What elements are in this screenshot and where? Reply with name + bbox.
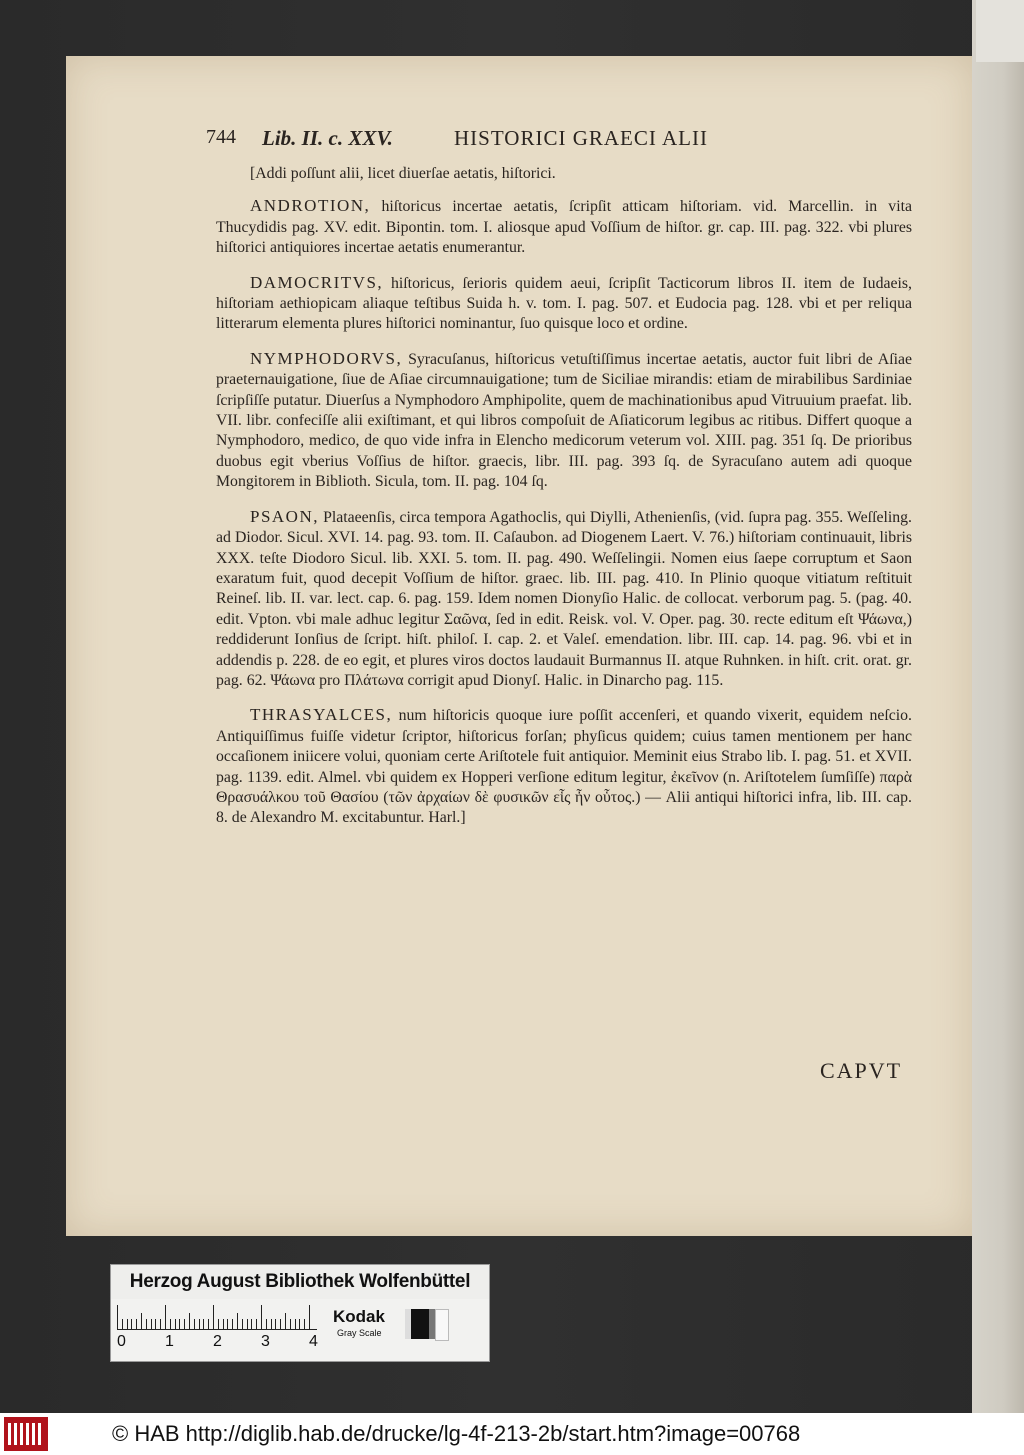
ruler-tick — [141, 1313, 142, 1329]
paragraph-text: Plataeenſis, circa tempora Agathoclis, qui Diylli, Athenienſis, (vid. ſupra pag. 355. Weſſeling. ad Diodor. Sicul. XVI. 14. pag. 93. tom. II. Caſaubon. ad Diogenem Laert. V. 76.) hiſtoriam continuauit, libris XXX. teſte Diodoro Sicul. lib. XXI. 5. tom. II. pag. 490. Weſſelingii. Nomen eius ſaepe corruptum et Saon exaratum fuit, quod decepit Voſſium de hiſtor. graec. lib. III. pag. 410. In Plinio quoque vitiatum reſtituit Reineſ. lib. II. var. lect. cap. 6. pag. 159. Idem nomen Dionyſio Halic. de collocat. verborum pag. 5. (pag. 40. edit. Vpton. vbi male adhuc legitur Σαῶνα, ſed in edit. Reisk. vol. V. Oper. pag. 30. recte editum eſt Ψάωνα,) reddiderunt Ionſius de ſcript. hiſt. philoſ. I. cap. 2. et Valeſ. emendation. libr. III. cap. 14. pag. 96. vbi et in addendis p. 228. de eo egit, et plures viros doctos laudauit Burmannus II. atque Ruhnken. in hiſt. crit. orat. gr. pag. 62. Ψάωνα pro Πλάτωνα corrigit apud Dionyſ. Halic. in Dinarcho pag. 115. — [216, 508, 912, 689]
ruler-tick — [247, 1319, 248, 1329]
paragraph-text: Syracuſanus, hiſtoricus vetuſtiſſimus incertae aetatis, auctor fuit libri de Aſiae praeternauigatione, ſiue de Aſiae circumnauigatione; tum de Siciliae mirandis: etiam de mirabilibus Sardiniae ſcripſiſſe putatur. Diuerſus a Nymphodoro Amphipolite, quem de machinationibus apud Vitruuium praefat. lib. VII. libr. confeciſſe alii exiſtimant, et qui libros compoſuit de Aſiaticorum legibus ac ritibus. Differt quoque a Nymphodoro, medico, de quo vide infra in Elencho medicorum veterum vol. XIII. pag. 351 ſq. De prioribus duobus egit vberius Voſſius de hiſtor. graecis, libr. III. pag. 393 ſq. de Syracuſano autem adi quoque Mongitorem in Biblioth. Sicula, tom. II. pag. 104 ſq. — [216, 350, 912, 491]
ruler-number: 4 — [309, 1333, 318, 1350]
entry-name: NYMPHODORVS, — [250, 348, 403, 368]
ruler-number: 3 — [261, 1333, 270, 1350]
ruler-tick — [285, 1313, 286, 1329]
ruler-tick — [184, 1319, 185, 1329]
ruler-tick — [175, 1319, 176, 1329]
paragraph-thrasyalces — [216, 705, 912, 828]
body-text — [216, 164, 912, 843]
scanner-corner — [976, 0, 1024, 62]
ruler-tick — [199, 1319, 200, 1329]
paragraph-nymphodorus — [216, 349, 912, 493]
gray-swatch-white — [435, 1309, 449, 1341]
facing-page-edge — [972, 0, 1024, 1413]
ruler-tick — [146, 1319, 147, 1329]
ruler-tick — [295, 1319, 296, 1329]
ruler-tick — [189, 1313, 190, 1329]
gray-scale-label: Gray Scale — [337, 1328, 382, 1338]
ruler-tick — [179, 1319, 180, 1329]
paragraph-text: num hiſtoricis quoque iure poſſit accenſeri, et quando vixerit, equidem neſcio. Antiquiſſimus fuiſſe videtur ſcriptor, hiſtoricus forſan; phyſicus quidem; cuius tamen mentionem per hanc occaſionem iniicere volui, quoniam certe Ariſtotele fuit antiquior. Meminit eius Strabo lib. I. pag. 51. et XVII. pag. 1139. edit. Almel. vbi quidem ex Hopperi verſione editum legitur, ἐκεῖνον (n. Ariſtotelem ſumſiſſe) παρὰ Θρασυάλκου τοῦ Θασίου (τῶν ἀρχαίων δὲ φυσικῶν εἷς ἦν οὗτος.) — Alii antiqui hiſtorici infra, lib. III. cap. 8. de Alexandro M. excitabuntur. Harl.] — [216, 707, 912, 827]
ruler-numbers — [117, 1333, 327, 1353]
color-calibration-card — [110, 1264, 490, 1362]
footer-bar — [0, 1413, 1024, 1455]
paragraph-text: hiſtoricus, ſerioris quidem aeui, ſcripſit Tacticorum libros II. item de Iudaeis, hiſtoriam aethiopicam aliaque teſtibus Suida h. v. tom. I. pag. 507. et Eudocia pag. 128. vbi et per reliqua litterarum elementa plures hiſtorici nominantur, ſuo quisque loco et ordine. — [216, 274, 912, 333]
ruler-tick — [251, 1319, 252, 1329]
ruler-tick — [242, 1319, 243, 1329]
ruler-tick — [299, 1319, 300, 1329]
paragraph-text: [Addi poſſunt alii, licet diuerſae aetatis, hiſtorici. — [250, 165, 556, 182]
running-head — [206, 126, 906, 156]
measurement-ruler — [117, 1303, 317, 1330]
paragraph-intro — [216, 164, 912, 184]
ruler-tick — [131, 1319, 132, 1329]
ruler-tick — [271, 1319, 272, 1329]
kodak-logo: Kodak — [333, 1307, 385, 1326]
ruler-tick — [256, 1319, 257, 1329]
ruler-tick — [151, 1319, 152, 1329]
paragraph-text: hiſtoricus incertae aetatis, ſcripſit atticam hiſtoriam. vid. Marcellin. in vita Thucydidis pag. XV. edit. Bipontin. tom. I. aliosque apud Voſſium de hiſtor. gr. cap. III. pag. 322. vbi plures hiſtorici antiquiores incertae aetatis enumerantur. — [216, 198, 912, 257]
catchword: CAPVT — [820, 1058, 903, 1083]
paragraph-damocritus — [216, 273, 912, 335]
hab-logo-icon — [4, 1417, 48, 1451]
page-title: HISTORICI GRAECI ALII — [454, 126, 708, 150]
ruler-tick — [208, 1319, 209, 1329]
ruler-tick — [266, 1319, 267, 1329]
entry-name: PSAON, — [250, 506, 319, 526]
paragraph-androtion — [216, 196, 912, 258]
ruler-tick — [203, 1319, 204, 1329]
ruler-tick — [232, 1319, 233, 1329]
ruler-tick — [309, 1305, 310, 1329]
ruler-tick — [280, 1319, 281, 1329]
ruler-tick — [218, 1319, 219, 1329]
ruler-tick — [227, 1319, 228, 1329]
ruler-tick — [304, 1319, 305, 1329]
ruler-tick — [261, 1305, 262, 1329]
ruler-tick — [194, 1319, 195, 1329]
book-page — [66, 56, 972, 1236]
ruler-tick — [136, 1319, 137, 1329]
entry-name: DAMOCRITVS, — [250, 272, 384, 292]
copyright-url: © HAB http://diglib.hab.de/drucke/lg-4f-213-2b/start.htm?image=00768 — [112, 1421, 801, 1446]
paragraph-psaon — [216, 507, 912, 692]
page-number: 744 — [206, 126, 236, 148]
ruler-tick — [122, 1319, 123, 1329]
entry-name: ANDROTION, — [250, 196, 371, 216]
ruler-tick — [117, 1305, 118, 1329]
ruler-tick — [155, 1319, 156, 1329]
entry-name: THRASYALCES, — [250, 705, 393, 725]
ruler-tick — [160, 1319, 161, 1329]
ruler-number: 0 — [117, 1333, 126, 1350]
ruler-tick — [275, 1319, 276, 1329]
gray-swatch-black — [411, 1309, 429, 1339]
ruler-tick — [237, 1313, 238, 1329]
section-reference: Lib. II. c. XXV. — [262, 126, 393, 150]
ruler-tick — [127, 1319, 128, 1329]
ruler-tick — [290, 1319, 291, 1329]
ruler-number: 2 — [213, 1333, 222, 1350]
ruler-tick — [223, 1319, 224, 1329]
ruler-tick — [213, 1305, 214, 1329]
ruler-number: 1 — [165, 1333, 174, 1350]
library-name: Herzog August Bibliothek Wolfenbüttel — [111, 1265, 489, 1299]
ruler-tick — [165, 1305, 166, 1329]
ruler-tick — [170, 1319, 171, 1329]
